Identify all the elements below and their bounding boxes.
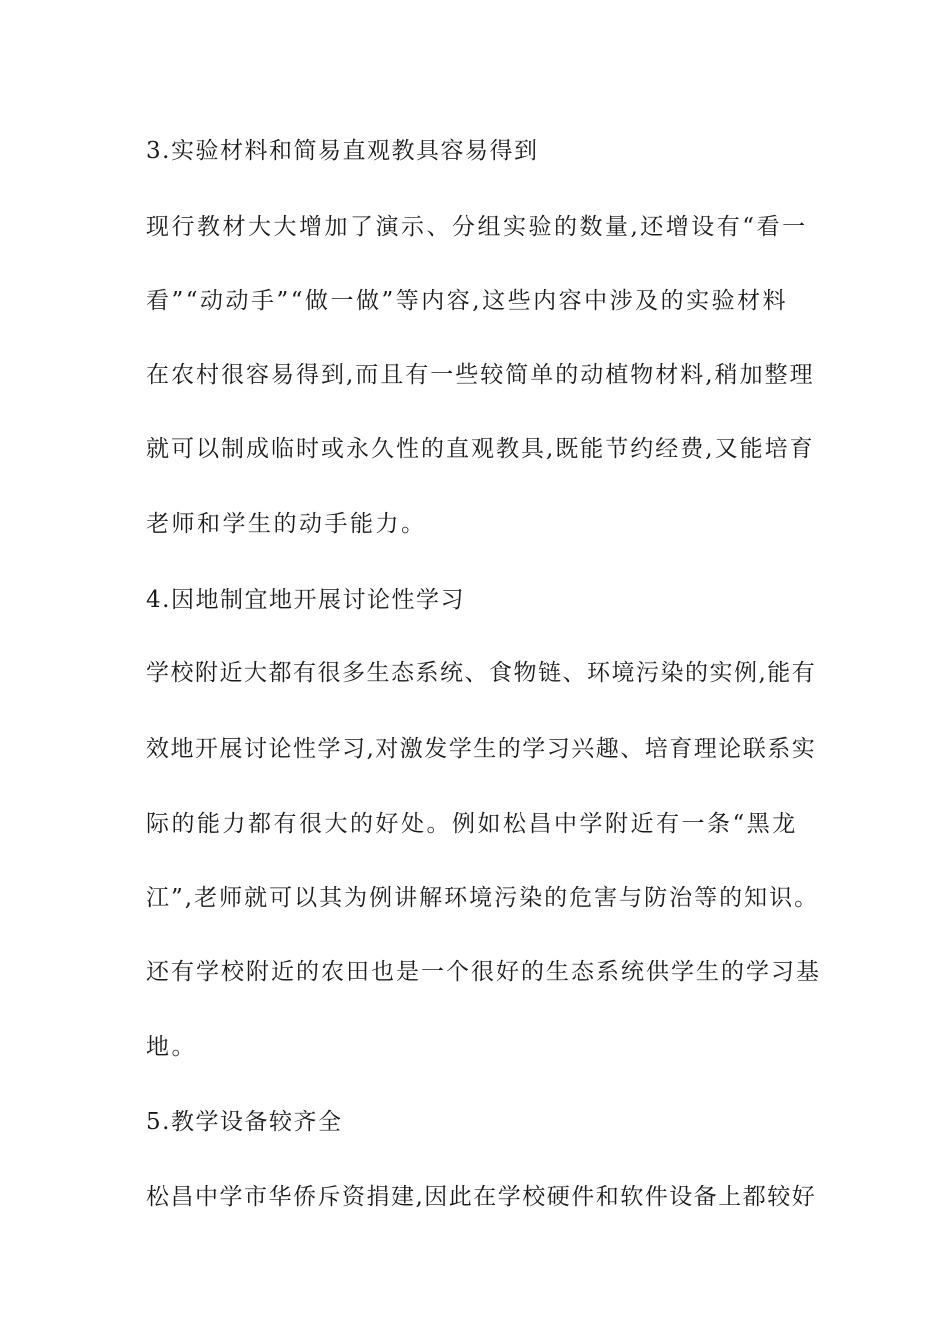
paragraph-line: 看”“动动手”“做一做”等内容,这些内容中涉及的实验材料 xyxy=(146,288,789,314)
paragraph-line: 效地开展讨论性学习,对激发学生的学习兴趣、培育理论联系实 xyxy=(146,736,817,762)
paragraph-line: 还有学校附近的农田也是一个很好的生态系统供学生的学习基 xyxy=(146,959,821,985)
paragraph-line: 际的能力都有很大的好处。例如松昌中学附近有一条“黑龙 xyxy=(146,811,798,837)
paragraph-line: 松昌中学市华侨斥资捐建,因此在学校硬件和软件设备上都较好 xyxy=(146,1184,817,1210)
section-heading-4: 4.因地制宜地开展讨论性学习 xyxy=(146,587,465,613)
paragraph-line: 在农村很容易得到,而且有一些较简单的动植物材料,稍加整理 xyxy=(146,362,815,388)
paragraph-line: 学校附近大都有很多生态系统、食物链、环境污染的实例,能有 xyxy=(146,660,817,686)
section-heading-5: 5.教学设备较齐全 xyxy=(146,1109,343,1135)
paragraph-line: 地。 xyxy=(146,1034,197,1060)
section-heading-3: 3.实验材料和简易直观教具容易得到 xyxy=(146,138,539,164)
paragraph-line: 就可以制成临时或永久性的直观教具,既能节约经费,又能培育 xyxy=(146,436,815,462)
paragraph-line: 老师和学生的动手能力。 xyxy=(146,511,427,537)
paragraph-line: 现行教材大大增加了演示、分组实验的数量,还增设有“看一 xyxy=(146,214,808,240)
paragraph-line: 江”,老师就可以其为例讲解环境污染的危害与防治等的知识。 xyxy=(146,885,820,911)
